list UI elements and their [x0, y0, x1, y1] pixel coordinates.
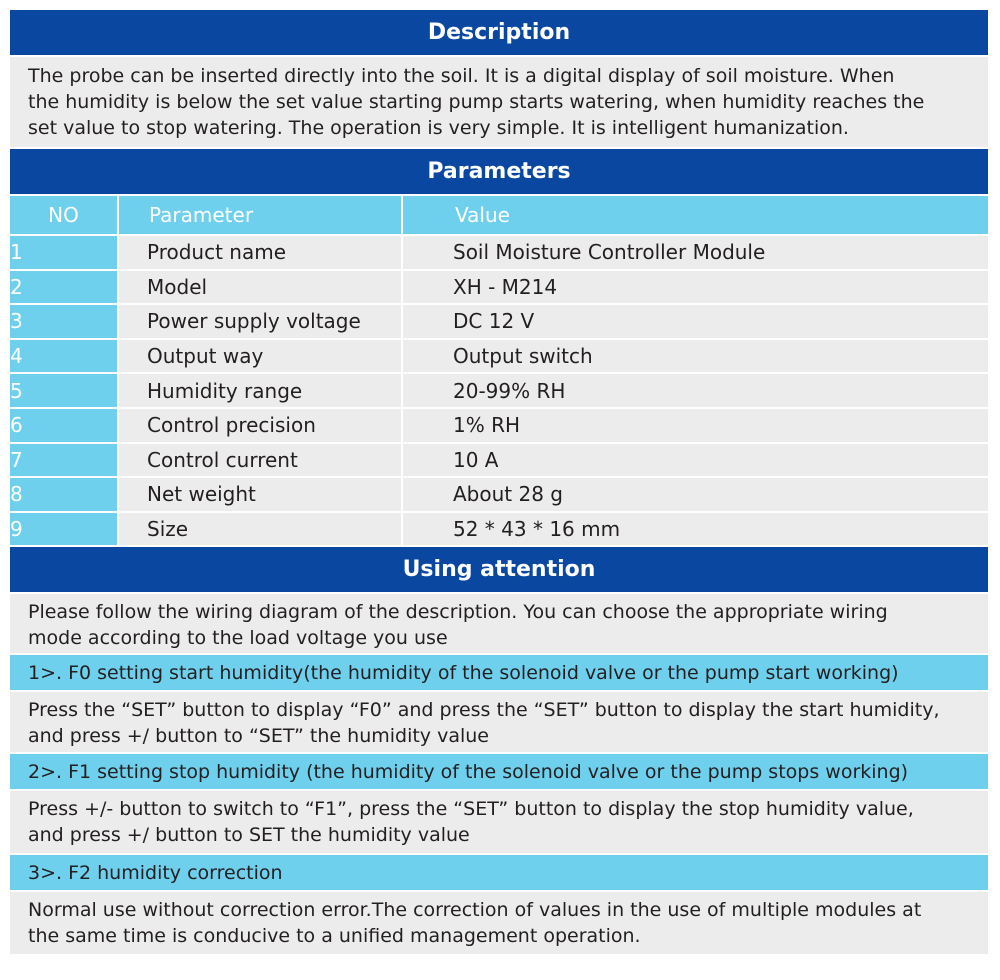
row-parameter: Output way	[118, 339, 402, 374]
table-row	[10, 339, 988, 374]
row-parameter: Control precision	[118, 408, 402, 443]
row-no: 4	[10, 339, 118, 374]
table-row	[10, 373, 988, 408]
section-line: the same time is conducive to a unified management operation.	[28, 925, 641, 948]
section-line: Normal use without correction error.The correction of values in the use of multiple modules at	[28, 899, 922, 922]
section-line: and press +/ button to SET the humidity value	[28, 824, 470, 847]
row-no: 3	[10, 304, 118, 339]
spec-sheet	[10, 10, 988, 956]
row-value: About 28 g	[402, 477, 988, 512]
row-parameter: Control current	[118, 443, 402, 478]
using-attention-title: Using attention	[10, 547, 988, 594]
table-row	[10, 408, 988, 443]
section-body-f0	[10, 692, 988, 754]
table-header-row	[10, 196, 988, 235]
section-heading-f1: 2>. F1 setting stop humidity (the humidity of the solenoid valve or the pump stops working)	[10, 754, 988, 791]
row-parameter: Power supply voltage	[118, 304, 402, 339]
row-value: 1% RH	[402, 408, 988, 443]
row-no: 6	[10, 408, 118, 443]
parameters-table	[10, 196, 988, 547]
row-value: 10 A	[402, 443, 988, 478]
row-value: 52 * 43 * 16 mm	[402, 512, 988, 547]
table-row	[10, 270, 988, 305]
header-parameter: Parameter	[118, 196, 402, 235]
row-value: DC 12 V	[402, 304, 988, 339]
table-row	[10, 235, 988, 270]
row-no: 9	[10, 512, 118, 547]
intro-line: mode according to the load voltage you use	[28, 627, 448, 650]
row-value: 20-99% RH	[402, 373, 988, 408]
section-line: Press +/- button to switch to “F1”, press the “SET” button to display the stop humidity value,	[28, 798, 914, 821]
row-parameter: Humidity range	[118, 373, 402, 408]
row-no: 1	[10, 235, 118, 270]
section-line: and press +/ button to “SET” the humidity value	[28, 725, 489, 748]
row-value: Output switch	[402, 339, 988, 374]
description-title: Description	[10, 10, 988, 57]
parameters-title: Parameters	[10, 149, 988, 196]
section-body-f1	[10, 791, 988, 855]
description-line: The probe can be inserted directly into the soil. It is a digital display of soil moisture. When	[28, 65, 895, 87]
section-body-f2	[10, 892, 988, 956]
table-row	[10, 512, 988, 547]
table-row	[10, 477, 988, 512]
header-value: Value	[402, 196, 988, 235]
row-parameter: Net weight	[118, 477, 402, 512]
table-row	[10, 443, 988, 478]
description-text	[10, 57, 988, 149]
description-line: the humidity is below the set value starting pump starts watering, when humidity reaches the	[28, 91, 925, 113]
section-heading-f0: 1>. F0 setting start humidity(the humidity of the solenoid valve or the pump start working)	[10, 655, 988, 692]
row-parameter: Model	[118, 270, 402, 305]
row-no: 8	[10, 477, 118, 512]
table-row	[10, 304, 988, 339]
row-parameter: Product name	[118, 235, 402, 270]
row-parameter: Size	[118, 512, 402, 547]
row-value: Soil Moisture Controller Module	[402, 235, 988, 270]
intro-line: Please follow the wiring diagram of the description. You can choose the appropriate wiring	[28, 601, 888, 624]
row-value: XH - M214	[402, 270, 988, 305]
description-line: set value to stop watering. The operation is very simple. It is intelligent humanization.	[28, 117, 849, 139]
section-line: Press the “SET” button to display “F0” and press the “SET” button to display the start humidity,	[28, 699, 940, 722]
row-no: 7	[10, 443, 118, 478]
row-no: 2	[10, 270, 118, 305]
section-heading-f2: 3>. F2 humidity correction	[10, 855, 988, 892]
header-no: NO	[10, 196, 118, 235]
using-attention-intro	[10, 594, 988, 655]
row-no: 5	[10, 373, 118, 408]
